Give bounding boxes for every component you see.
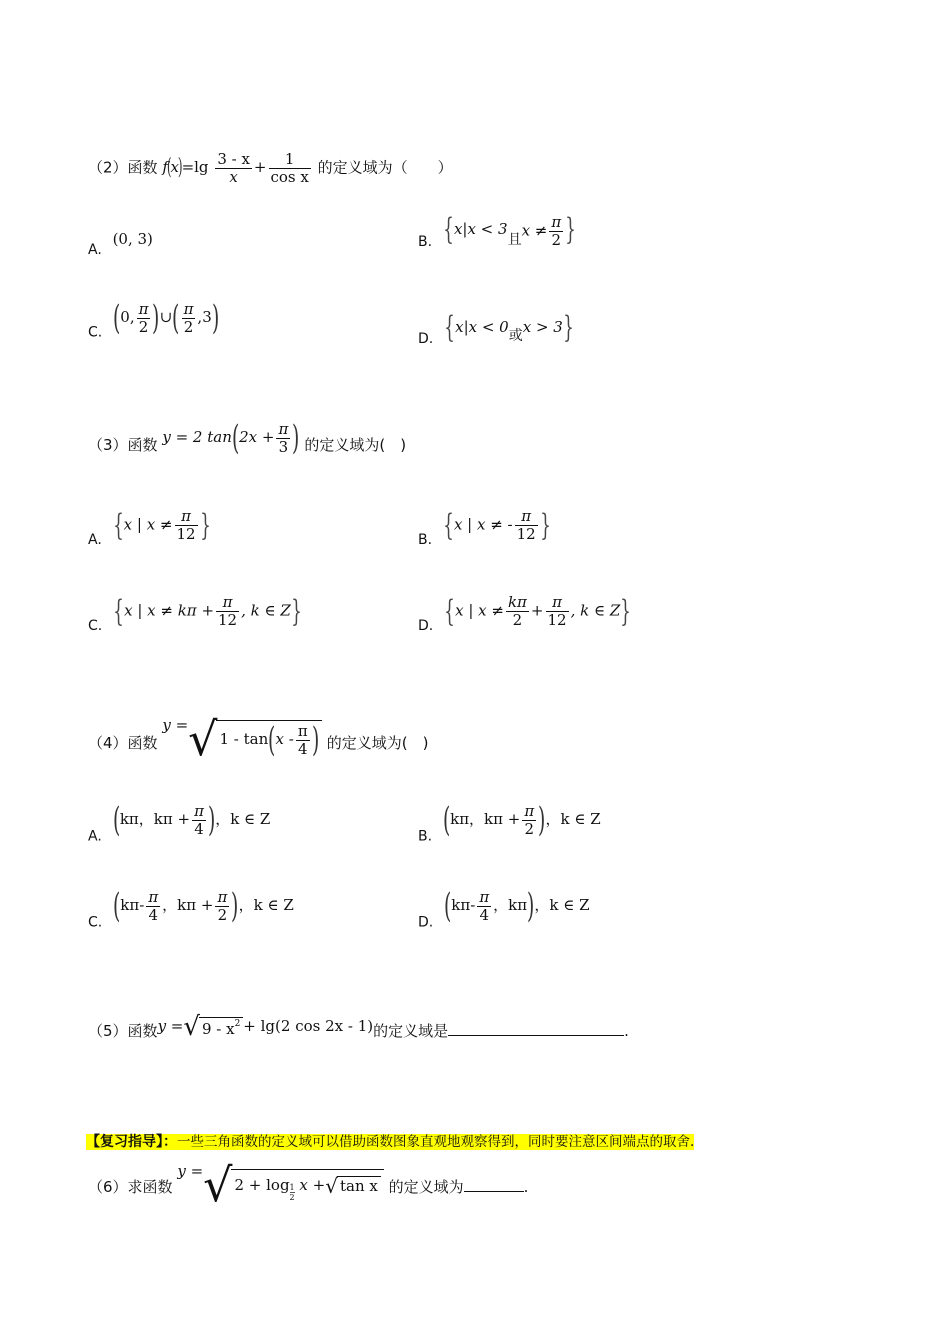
- question-4: [88, 712, 429, 766]
- question-6: （6）求函数 y =√ 2 + log $\frac{1}{2}$ x +√ tan x 的定义域为 .: [88, 1158, 529, 1212]
- question-3-prefix: 函数: [127, 436, 158, 454]
- question-6-formula: y =√ 2 + log $\frac{1}{2}$ x +√ tan x: [177, 1162, 383, 1208]
- q2-option-a[interactable]: A. (0, 3): [88, 230, 153, 258]
- q3-option-d-expr: {x | x ≠ $\frac{k\pi}{2}$ + $\frac{\pi}{12}$ , k ∈ Z}: [444, 593, 632, 629]
- question-6-label: （6）: [88, 1178, 128, 1196]
- q2-fraction-2: $\frac{1}{\text{cos x}}$: [270, 149, 309, 186]
- q4-option-a[interactable]: A. (kπ，kπ + $\frac{\pi}{4}$ )，k ∈ Z: [88, 800, 271, 845]
- review-guide-title: 【复习指导】：: [86, 1134, 177, 1150]
- q2-option-c[interactable]: C. (0, $\frac{\pi}{2}$ )∪( $\frac{\pi}{2}$ ,3): [88, 298, 220, 341]
- question-4-label: （4）: [88, 734, 128, 752]
- question-2-suffix: 的定义域为（ ）: [317, 158, 453, 177]
- question-2-label: （2）: [88, 158, 128, 177]
- question-3-label: （3）: [88, 436, 128, 454]
- q2-option-c-expr: (0, $\frac{\pi}{2}$ )∪( $\frac{\pi}{2}$ ,3): [113, 298, 220, 338]
- q4-option-d-expr: (kπ- $\frac{\pi}{4}$ ，kπ)，k ∈ Z: [444, 886, 590, 926]
- question-3: [88, 420, 406, 456]
- question-3-suffix: 的定义域为( ): [304, 436, 407, 454]
- q3-option-a[interactable]: A. {x | x ≠ $\frac{\pi}{12}$ }: [88, 507, 211, 548]
- q4-option-a-expr: (kπ，kπ + $\frac{\pi}{4}$ )，k ∈ Z: [112, 800, 271, 840]
- q4-option-b[interactable]: B. (kπ，kπ + $\frac{\pi}{2}$ )，k ∈ Z: [418, 800, 601, 845]
- q2-option-b[interactable]: B. {x|x < 3且x ≠ $\frac{\pi}{2}$ }: [418, 212, 577, 250]
- q2-option-d[interactable]: D. {x|x < 0或x > 3}: [418, 310, 574, 347]
- q6-answer-blank[interactable]: [464, 1173, 524, 1192]
- q4-option-c-expr: (kπ- $\frac{\pi}{4}$ ，kπ + $\frac{\pi}{2}$ )，k ∈ Z: [113, 886, 294, 926]
- question-5-suffix: 的定义域是: [373, 1022, 449, 1040]
- question-5: （5）函数y =√ $9 - x^2 + \lg(2$ cos 2x - 1)的定义域是 .: [88, 1012, 629, 1042]
- review-guide-text: 一些三角函数的定义域可以借助函数图象直观地观察得到，同时要注意区间端点的取舍.: [177, 1134, 695, 1150]
- question-2-formula: f(x)=lg $\frac{3 - x}{x}$ + $\frac{1}{\text{cos x}}$: [162, 149, 309, 186]
- q4-option-b-expr: (kπ，kπ + $\frac{\pi}{2}$ )，k ∈ Z: [442, 800, 601, 840]
- q2-option-d-expr: {x|x < 0或x > 3}: [444, 310, 574, 345]
- question-3-formula: y = 2 tan(2x + $\frac{\pi}{3}$ ): [162, 418, 300, 458]
- q3-option-b-expr: {x | x ≠ - $\frac{\pi}{12}$ }: [443, 507, 551, 543]
- question-4-suffix: 的定义域为( ): [326, 734, 429, 752]
- question-6-prefix: 求函数: [127, 1178, 173, 1196]
- question-2: [88, 150, 453, 186]
- q3-option-b[interactable]: B. {x | x ≠ - $\frac{\pi}{12}$ }: [418, 507, 551, 548]
- question-6-suffix: 的定义域为: [388, 1178, 464, 1196]
- q3-option-d[interactable]: D. {x | x ≠ $\frac{k\pi}{2}$ + $\frac{\pi}{12}$ , k ∈ Z}: [418, 593, 632, 634]
- review-guide: [86, 1130, 694, 1151]
- question-2-prefix: 函数: [127, 158, 158, 177]
- question-5-label: （5）: [88, 1022, 128, 1040]
- q2-fraction-1: $\frac{3 - x}{x}$: [217, 149, 250, 186]
- q2-option-b-expr: {x|x < 3且x ≠ $\frac{\pi}{2}$ }: [443, 212, 577, 249]
- q3-option-a-expr: {x | x ≠ $\frac{\pi}{12}$ }: [112, 507, 211, 543]
- q2-option-a-expr: (0, 3): [112, 230, 153, 248]
- q3-option-c[interactable]: C. {x | x ≠ kπ + $\frac{\pi}{12}$ , k ∈ Z}: [88, 593, 302, 634]
- question-5-formula: y =√ $9 - x^2 + \lg(2$ cos 2x - 1): [157, 1012, 374, 1042]
- question-5-prefix: 函数: [127, 1022, 158, 1040]
- q4-option-c[interactable]: C. (kπ- $\frac{\pi}{4}$ ，kπ + $\frac{\pi}{2}$ )，k ∈ Z: [88, 886, 294, 931]
- q5-answer-blank[interactable]: [448, 1017, 624, 1036]
- question-4-prefix: 函数: [127, 734, 158, 752]
- q3-option-c-expr: {x | x ≠ kπ + $\frac{\pi}{12}$ , k ∈ Z}: [113, 593, 302, 629]
- q4-option-d[interactable]: D. (kπ- $\frac{\pi}{4}$ ，kπ)，k ∈ Z: [418, 886, 590, 931]
- question-4-formula: y =√ 1 - tan(x - $\frac{\pi}{4}$ ): [162, 716, 322, 762]
